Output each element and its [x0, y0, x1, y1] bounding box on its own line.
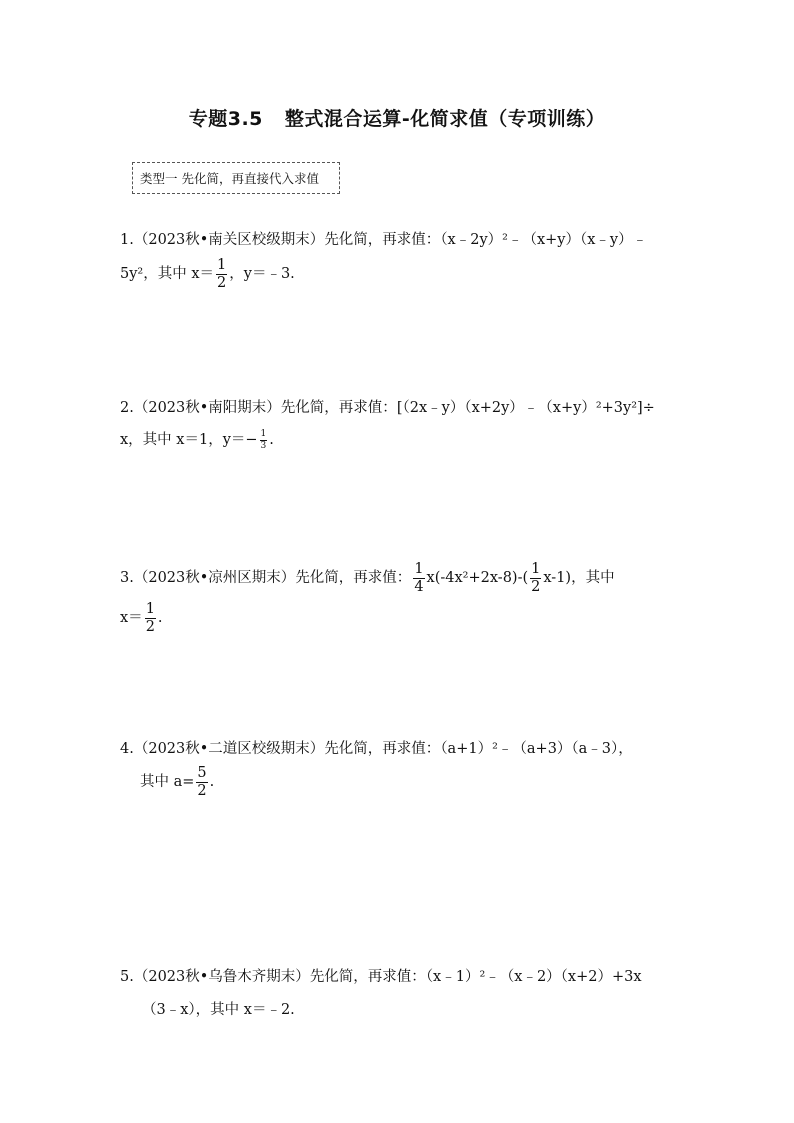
problem-expression: （x﹣2y）²﹣（x+y）（x﹣y）﹣ — [440, 232, 648, 248]
problem-prompt: 先化简，再求值： — [280, 400, 397, 416]
fraction: $\frac{1}{2}$ — [531, 561, 541, 595]
problem-expression-cont: x，其中 x＝1，y＝ — [120, 432, 246, 448]
fraction: $\frac{5}{2}$ — [197, 765, 207, 799]
type-label-box: 类型一 先化简，再直接代入求值 — [132, 162, 340, 194]
problem-source: （2023秋•乌鲁木齐期末） — [133, 969, 310, 985]
title-main: 整式混合运算-化简求值（专项训练） — [284, 108, 606, 130]
period: . — [157, 610, 163, 626]
page-title — [0, 104, 794, 131]
problem-4-line-1 — [120, 737, 633, 758]
fraction: $\frac{1}{4}$ — [414, 561, 424, 595]
problem-expression-cont: （3﹣x），其中 x＝﹣2. — [142, 1002, 295, 1018]
problem-expression: （a+1）²﹣（a+3）（a﹣3）， — [440, 741, 633, 757]
problem-source: （2023秋•南阳期末） — [133, 400, 281, 416]
title-prefix: 专题3.5 — [188, 108, 263, 130]
condition-x-label: x＝ — [191, 266, 215, 282]
problem-3-line-1 — [120, 562, 615, 594]
problem-expression: x(-4x²+2x-8)-( — [426, 570, 529, 586]
condition-y: ，y＝﹣3. — [229, 266, 295, 282]
problem-number: 2. — [120, 400, 134, 416]
problem-number: 1. — [120, 232, 134, 248]
problem-5-line-1 — [120, 965, 642, 986]
problem-1-line-2 — [120, 258, 295, 290]
problem-3-line-2 — [120, 602, 163, 634]
period: . — [209, 774, 215, 790]
problem-expression-cont: 5y²，其中 — [120, 266, 187, 282]
fraction: $\frac{1}{2}$ — [145, 601, 155, 635]
problem-expression-cont: x-1)，其中 — [543, 570, 615, 586]
fraction: $\frac{1}{3}$ — [260, 428, 267, 451]
period: . — [269, 432, 274, 448]
fraction: $\frac{1}{2}$ — [217, 257, 227, 291]
problem-4-line-2 — [140, 766, 214, 798]
condition-label: 其中 a= — [140, 774, 195, 790]
problem-1-line-1 — [120, 228, 647, 249]
problem-source: （2023秋•二道区校级期末） — [133, 741, 325, 757]
problem-number: 3. — [120, 570, 134, 586]
problem-5-line-2 — [142, 998, 295, 1019]
condition-label: x＝ — [120, 610, 143, 626]
problem-expression: （x﹣1）²﹣（x﹣2）（x+2）+3x — [425, 969, 642, 985]
problem-source: （2023秋•南关区校级期末） — [133, 232, 325, 248]
problem-source: （2023秋•凉州区期末） — [133, 570, 296, 586]
problem-prompt: 先化简，再求值： — [324, 741, 441, 757]
problem-2-line-2 — [120, 428, 274, 451]
problem-expression: [（2x﹣y）（x+2y）﹣（x+y）²+3y²]÷ — [396, 400, 655, 416]
problem-2-line-1 — [120, 396, 655, 417]
problem-number: 4. — [120, 741, 134, 757]
problem-number: 5. — [120, 969, 134, 985]
problem-prompt: 先化简，再求值： — [324, 232, 441, 248]
problem-prompt: 先化简，再求值： — [295, 570, 412, 586]
problem-prompt: 先化简，再求值： — [309, 969, 426, 985]
minus-sign: − — [245, 432, 258, 448]
